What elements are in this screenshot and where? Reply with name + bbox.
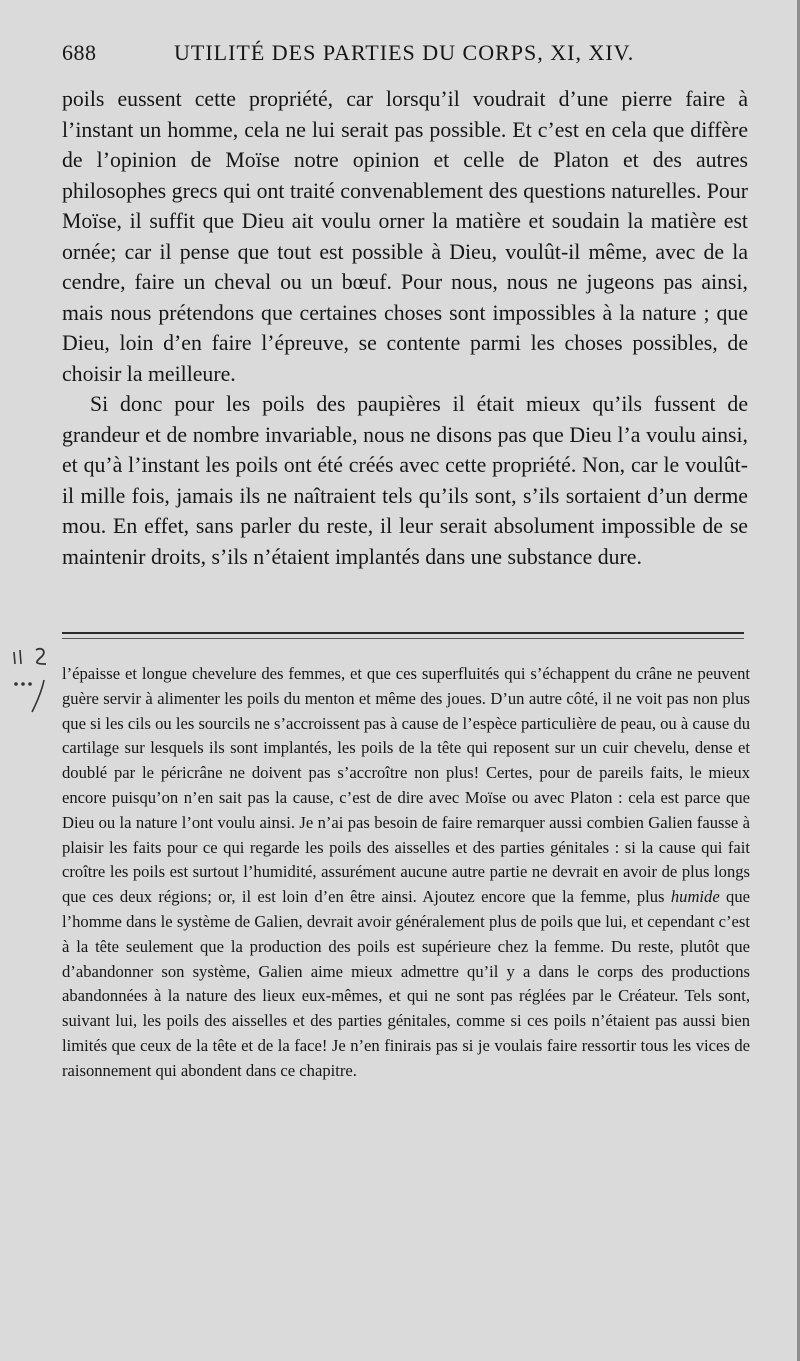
footnote-italic-word: humide: [670, 887, 720, 907]
main-paragraph-1: poils eussent cette propriété, car lorsqu’il voudrait d’une pierre faire à l’instant un homme, cela ne lui serait pas possible. Et c’est en cela que diffère de l’opinion de Moïse notre opinion et celle de Platon et des autres philosophes grecs qui ont traité convenablement des questions naturelles. Pour Moïse, il suffit que Dieu ait voulu orner la matière et soudain la matière est ornée; car il pense que tout est possible à Dieu, voulût-il même, avec de la cendre, faire un cheval ou un bœuf. Pour nous, nous ne jugeons pas ainsi, mais nous prétendons que certaines choses sont impossibles à la nature ; que Dieu, loin d’en faire l’épreuve, se contente parmi les choses possibles, de choisir la meilleure.: [62, 87, 748, 386]
main-paragraph-2: Si donc pour les poils des paupières il était mieux qu’ils fussent de grandeur et de nombre invariable, nous ne disons pas que Dieu l’a voulu ainsi, et qu’à l’instant les poils ont été créés avec cette propriété. Non, car le voulût-il mille fois, jamais ils ne naîtraient tels qu’ils sont, s’ils sortaient d’un derme mou. En effet, sans parler du reste, il leur serait absolument impossible de se maintenir droits, s’ils n’étaient implantés dans une substance dure.: [62, 392, 748, 569]
footnote-paragraph: [62, 662, 750, 1084]
handwritten-margin-mark: [6, 638, 56, 718]
footnote: [62, 662, 750, 1084]
footnote-divider-thin: [62, 638, 744, 639]
footnote-text-part-2: que l’homme dans le système de Galien, devrait avoir généralement plus de poils que lui, et cependant c’est à la tête seulement que la production des poils est supérieure chez la femme. Du reste, plutôt que d’abandonner son système, Galien aime mieux admettre qu’il y a dans le corps des productions abandonnées à la nature des lieux eux-mêmes, et qui ne sont pas réglées par le Créateur. Tels sont, suivant lui, les poils des aisselles et des parties génitales, comme si ces poils n’étaient pas aussi bien limités que ceux de la tête et de la face! Je n’en finirais pas si je voulais faire ressortir tous les vices de raisonnement qui abondent dans ce chapitre.: [62, 887, 750, 1080]
page-number: 688: [62, 40, 97, 65]
footnote-divider: [62, 632, 744, 634]
running-title: UTILITÉ DES PARTIES DU CORPS, XI, XIV.: [174, 40, 635, 65]
running-head: [62, 40, 752, 76]
main-text: [62, 84, 748, 572]
footnote-text-part-1: l’épaisse et longue chevelure des femmes, et que ces superfluités qui s’échappent du crâne ne peuvent guère servir à alimenter les poils du menton et même des joues. D’un autre côté, il ne voit pas non plus que si les cils ou les sourcils ne s’accroissent pas à cause de l’espèce particulière de peau, ou à cause du cartilage sur lesquels ils sont implantés, les poils de la tête qui reposent sur un cuir chevelu, dense et doublé par le péricrâne ne doivent pas s’accroître non plus! Certes, pour de pareils faits, le mieux encore puisqu’on n’en sait pas la cause, c’est de dire avec Moïse ou avec Platon : cela est parce que Dieu ou la nature l’ont voulu ainsi. Je n’ai pas besoin de faire remarquer aussi combien Galien fausse à plaisir les faits pour ce qui regarde les poils des aisselles et des parties génitales : si la cause qui fait croître les poils est surtout l’humidité, assurément aucune autre partie ne devrait en avoir de plus longs que ces deux régions; or, il est loin d’en être ainsi. Ajoutez encore que la femme, plus: [62, 664, 750, 907]
